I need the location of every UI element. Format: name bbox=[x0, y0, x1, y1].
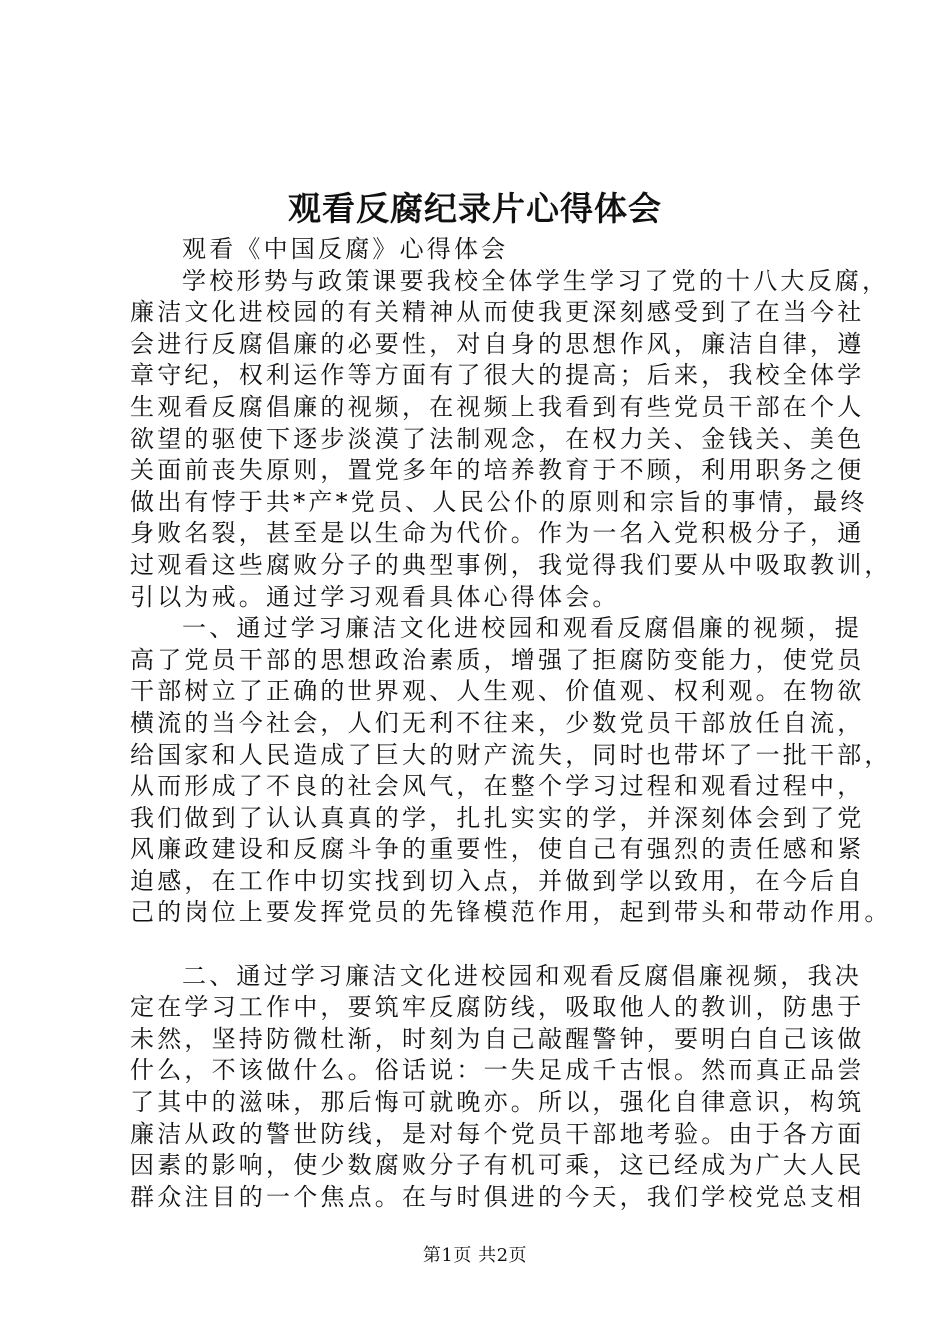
paragraph-line: 欲望的驱使下逐步淡漠了法制观念，在权力关、金钱关、美色 bbox=[130, 424, 865, 453]
paragraph-line: 己的岗位上要发挥党员的先锋模范作用，起到带头和带动作用。 bbox=[130, 898, 892, 927]
paragraph-line: 什么，不该做什么。俗话说：一失足成千古恨。然而真正品尝 bbox=[130, 1056, 865, 1085]
paragraph-line: 风廉政建设和反腐斗争的重要性，使自己有强烈的责任感和紧 bbox=[130, 835, 865, 864]
paragraph-line: 会进行反腐倡廉的必要性，对自身的思想作风，廉洁自律，遵 bbox=[130, 329, 865, 358]
paragraph-line: 高了党员干部的思想政治素质，增强了拒腐防变能力，使党员 bbox=[130, 645, 865, 674]
paragraph-line: 干部树立了正确的世界观、人生观、价值观、权利观。在物欲 bbox=[130, 677, 865, 706]
paragraph-line: 身败名裂，甚至是以生命为代价。作为一名入党积极分子，通 bbox=[130, 519, 865, 548]
paragraph-line: 二、通过学习廉洁文化进校园和观看反腐倡廉视频，我决 bbox=[182, 961, 862, 990]
paragraph-line: 从而形成了不良的社会风气，在整个学习过程和观看过程中， bbox=[130, 772, 865, 801]
paragraph-line: 廉洁文化进校园的有关精神从而使我更深刻感受到了在当今社 bbox=[130, 298, 865, 327]
paragraph-line: 做出有悖于共*产*党员、人民公仆的原则和宗旨的事情，最终 bbox=[130, 487, 868, 516]
paragraph-line: 横流的当今社会，人们无利不往来，少数党员干部放任自流， bbox=[130, 708, 865, 737]
paragraph-line: 给国家和人民造成了巨大的财产流失，同时也带坏了一批干部， bbox=[130, 740, 892, 769]
subtitle-line: 观看《中国反腐》心得体会 bbox=[182, 235, 509, 263]
paragraph-spacer bbox=[130, 929, 850, 961]
paragraph-line: 迫感，在工作中切实找到切入点，并做到学以致用，在今后自 bbox=[130, 866, 865, 895]
paragraph-line: 我们做到了认认真真的学，扎扎实实的学，并深刻体会到了党 bbox=[130, 803, 865, 832]
paragraph-line: 一、通过学习廉洁文化进校园和观看反腐倡廉的视频，提 bbox=[182, 614, 862, 643]
paragraph-line: 生观看反腐倡廉的视频，在视频上我看到有些党员干部在个人 bbox=[130, 392, 865, 421]
paragraph-line: 了其中的滋味，那后悔可就晚亦。所以，强化自律意识，构筑 bbox=[130, 1088, 865, 1117]
paragraph-line: 章守纪，权利运作等方面有了很大的提高；后来，我校全体学 bbox=[130, 361, 865, 390]
document-title: 观看反腐纪录片心得体会 bbox=[288, 189, 662, 228]
paragraph-line: 未然，坚持防微杜渐，时刻为自己敲醒警钟，要明白自己该做 bbox=[130, 1024, 865, 1053]
paragraph-line: 廉洁从政的警世防线，是对每个党员干部地考验。由于各方面 bbox=[130, 1119, 865, 1148]
paragraph-line: 引以为戒。通过学习观看具体心得体会。 bbox=[130, 582, 620, 611]
document-body bbox=[130, 234, 892, 1213]
paragraph-line: 学校形势与政策课要我校全体学生学习了党的十八大反腐， bbox=[182, 266, 890, 295]
paragraph-line: 关面前丧失原则，置党多年的培养教育于不顾，利用职务之便 bbox=[130, 456, 865, 485]
paragraph-line: 因素的影响，使少数腐败分子有机可乘，这已经成为广大人民 bbox=[130, 1151, 865, 1180]
paragraph-line: 过观看这些腐败分子的典型事例，我觉得我们要从中吸取教训， bbox=[130, 550, 892, 579]
page-number-footer: 第1页 共2页 bbox=[422, 1245, 528, 1266]
paragraph-line: 群众注目的一个焦点。在与时俱进的今天，我们学校党总支相 bbox=[130, 1182, 865, 1211]
paragraph-line: 定在学习工作中，要筑牢反腐防线，吸取他人的教训，防患于 bbox=[130, 993, 865, 1022]
